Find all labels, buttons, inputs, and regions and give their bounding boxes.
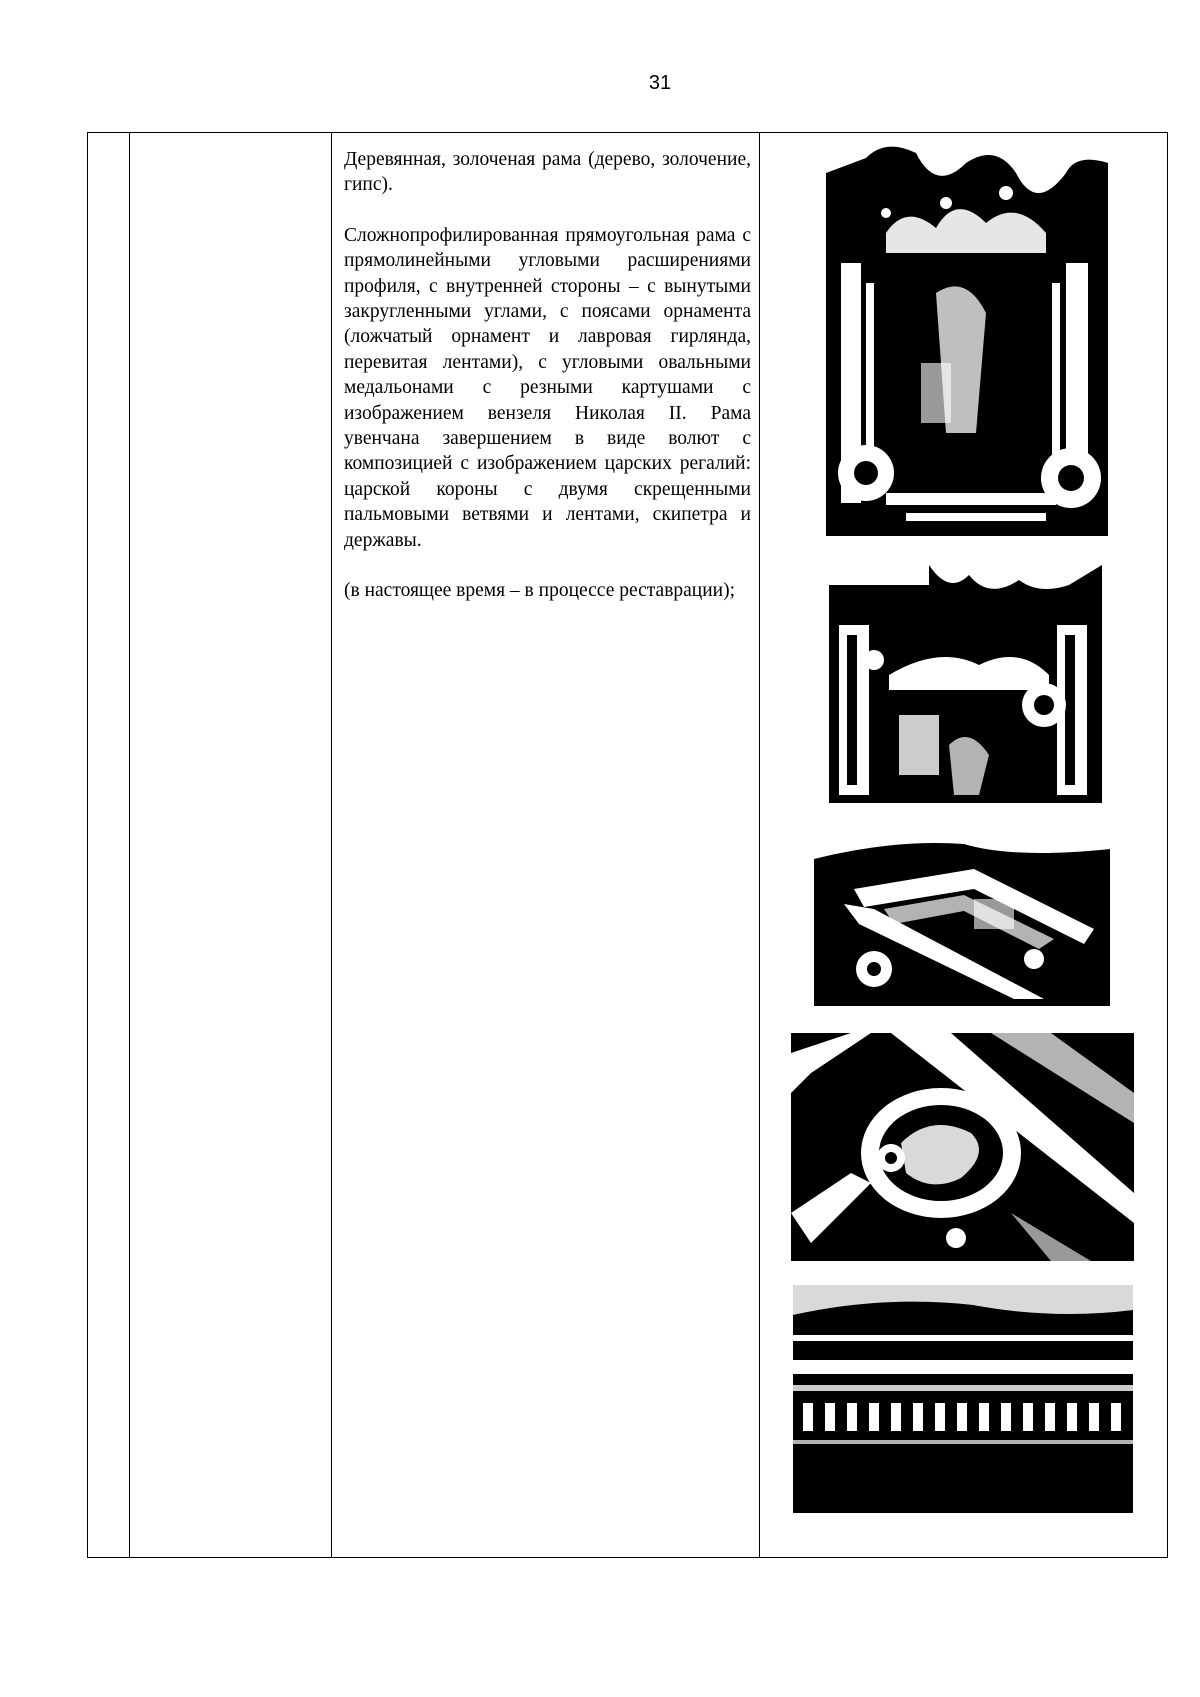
page-number: 31 (648, 72, 672, 94)
description-text: Сложнопрофилированная прямоугольная рама с прямолинейными угловыми расширениями профиля, с внутренней стороны – с вынутыми закругленными углами, с поясами орнамента (ложчатый орнамент и лавровая гирлянда, перевитая лентами), с угловыми овальными медальонами с резными картушами с изображением вензеля Николая II. Рама увенчана завершением в виде волют с композицией с изображением царских регалий: царской короны с двумя скрещенными пальмовыми ветвями и лентами, скипетра и державы. (344, 224, 751, 551)
column-divider (759, 133, 760, 1557)
description-cell (344, 147, 751, 629)
column-divider (129, 133, 130, 1557)
column-divider (331, 133, 332, 1557)
frame-crest-photo (826, 133, 1108, 536)
frame-medallion-photo (791, 1033, 1134, 1261)
frame-ornament-band-photo (793, 1285, 1133, 1513)
material-text: Деревянная, золоченая рама (дерево, золочение, гипс). (344, 149, 751, 196)
status-note: (в настоящее время – в процессе реставрации); (344, 580, 736, 602)
frame-top-photo (829, 565, 1102, 803)
frame-corner-photo (814, 829, 1110, 1006)
document-table (87, 132, 1168, 1558)
